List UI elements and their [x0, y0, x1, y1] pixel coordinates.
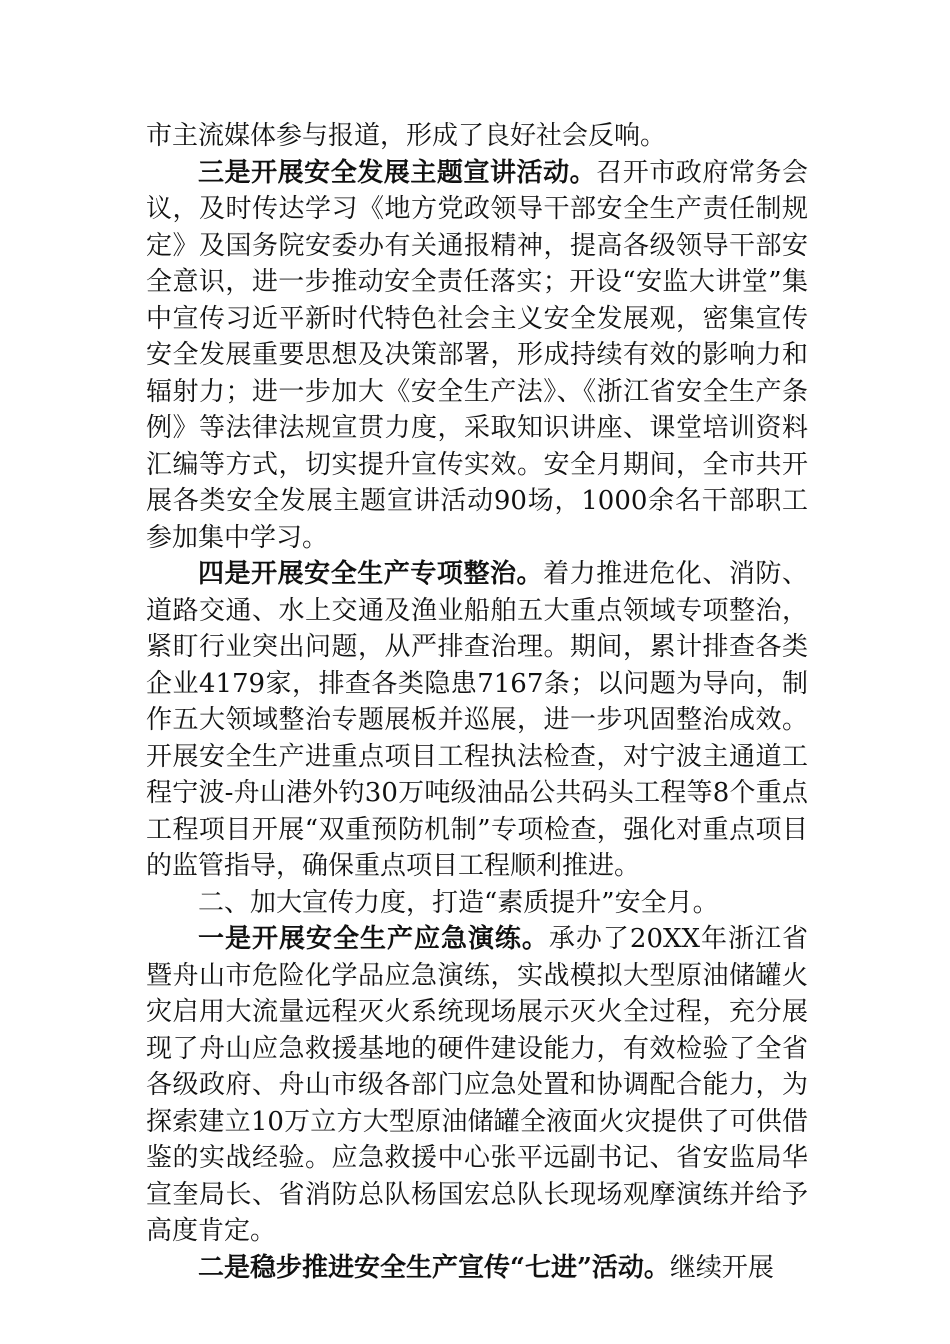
- paragraph-item-four: [146, 556, 808, 885]
- paragraph-lead: 一是开展安全生产应急演练。: [198, 924, 549, 954]
- paragraph-item-three: [146, 155, 808, 557]
- paragraph-text: 召开市政府常务会议，及时传达学习《地方党政领导干部安全生产责任制规定》及国务院安委办有关通报精神，提高各级领导干部安全意识，进一步推动安全责任落实；开设“安监大讲堂”集中宣传习近平新时代特色社会主义安全发展观，密集宣传安全发展重要思想及决策部署，形成持续有效的影响力和辐射力；进一步加大《安全生产法》、《浙江省安全生产条例》等法律法规宣贯力度，采取知识讲座、课堂培训资料汇编等方式，切实提升宣传实效。安全月期间，全市共开展各类安全发展主题宣讲活动90场，1000余名干部职工参加集中学习。: [146, 157, 808, 553]
- section-heading: [146, 885, 808, 922]
- paragraph-lead: 四是开展安全生产专项整治。: [198, 559, 544, 589]
- document-page: [146, 118, 808, 1286]
- paragraph-lead: 三是开展安全发展主题宣讲活动。: [198, 157, 597, 188]
- paragraph-continuation: [146, 118, 808, 155]
- paragraph-text: 着力推进危化、消防、道路交通、水上交通及渔业船舶五大重点领域专项整治，紧盯行业突出问题，从严排查治理。期间，累计排查各类企业4179家，排查各类隐患7167条；以问题为导向，制作五大领域整治专题展板并巡展，进一步巩固整治成效。开展安全生产进重点项目工程执法检查，对宁波主通道工程宁波-舟山港外钓30万吨级油品公共码头工程等8个重点工程项目开展“双重预防机制”专项检查，强化对重点项目的监管指导，确保重点项目工程顺利推进。: [146, 559, 808, 881]
- paragraph-lead: 二是稳步推进安全生产宣传“七进”活动。: [198, 1252, 670, 1283]
- section-heading-text: 二、加大宣传力度，打造“素质提升”安全月。: [198, 887, 719, 918]
- paragraph-text: 继续开展: [669, 1252, 774, 1283]
- paragraph-item-two: [146, 1250, 808, 1287]
- paragraph-item-one: [146, 921, 808, 1250]
- paragraph-text: 市主流媒体参与报道，形成了良好社会反响。: [146, 121, 667, 151]
- paragraph-text: 承办了20XX年浙江省暨舟山市危险化学品应急演练，实战模拟大型原油储罐火灾启用大流量远程灭火系统现场展示灭火全过程，充分展现了舟山应急救援基地的硬件建设能力，有效检验了全省各级政府、舟山市级各部门应急处置和协调配合能力，为探索建立10万立方大型原油储罐全液面火灾提供了可供借鉴的实战经验。应急救援中心张平远副书记、省安监局华宣奎局长、省消防总队杨国宏总队长现场观摩演练并给予高度肯定。: [146, 924, 808, 1246]
